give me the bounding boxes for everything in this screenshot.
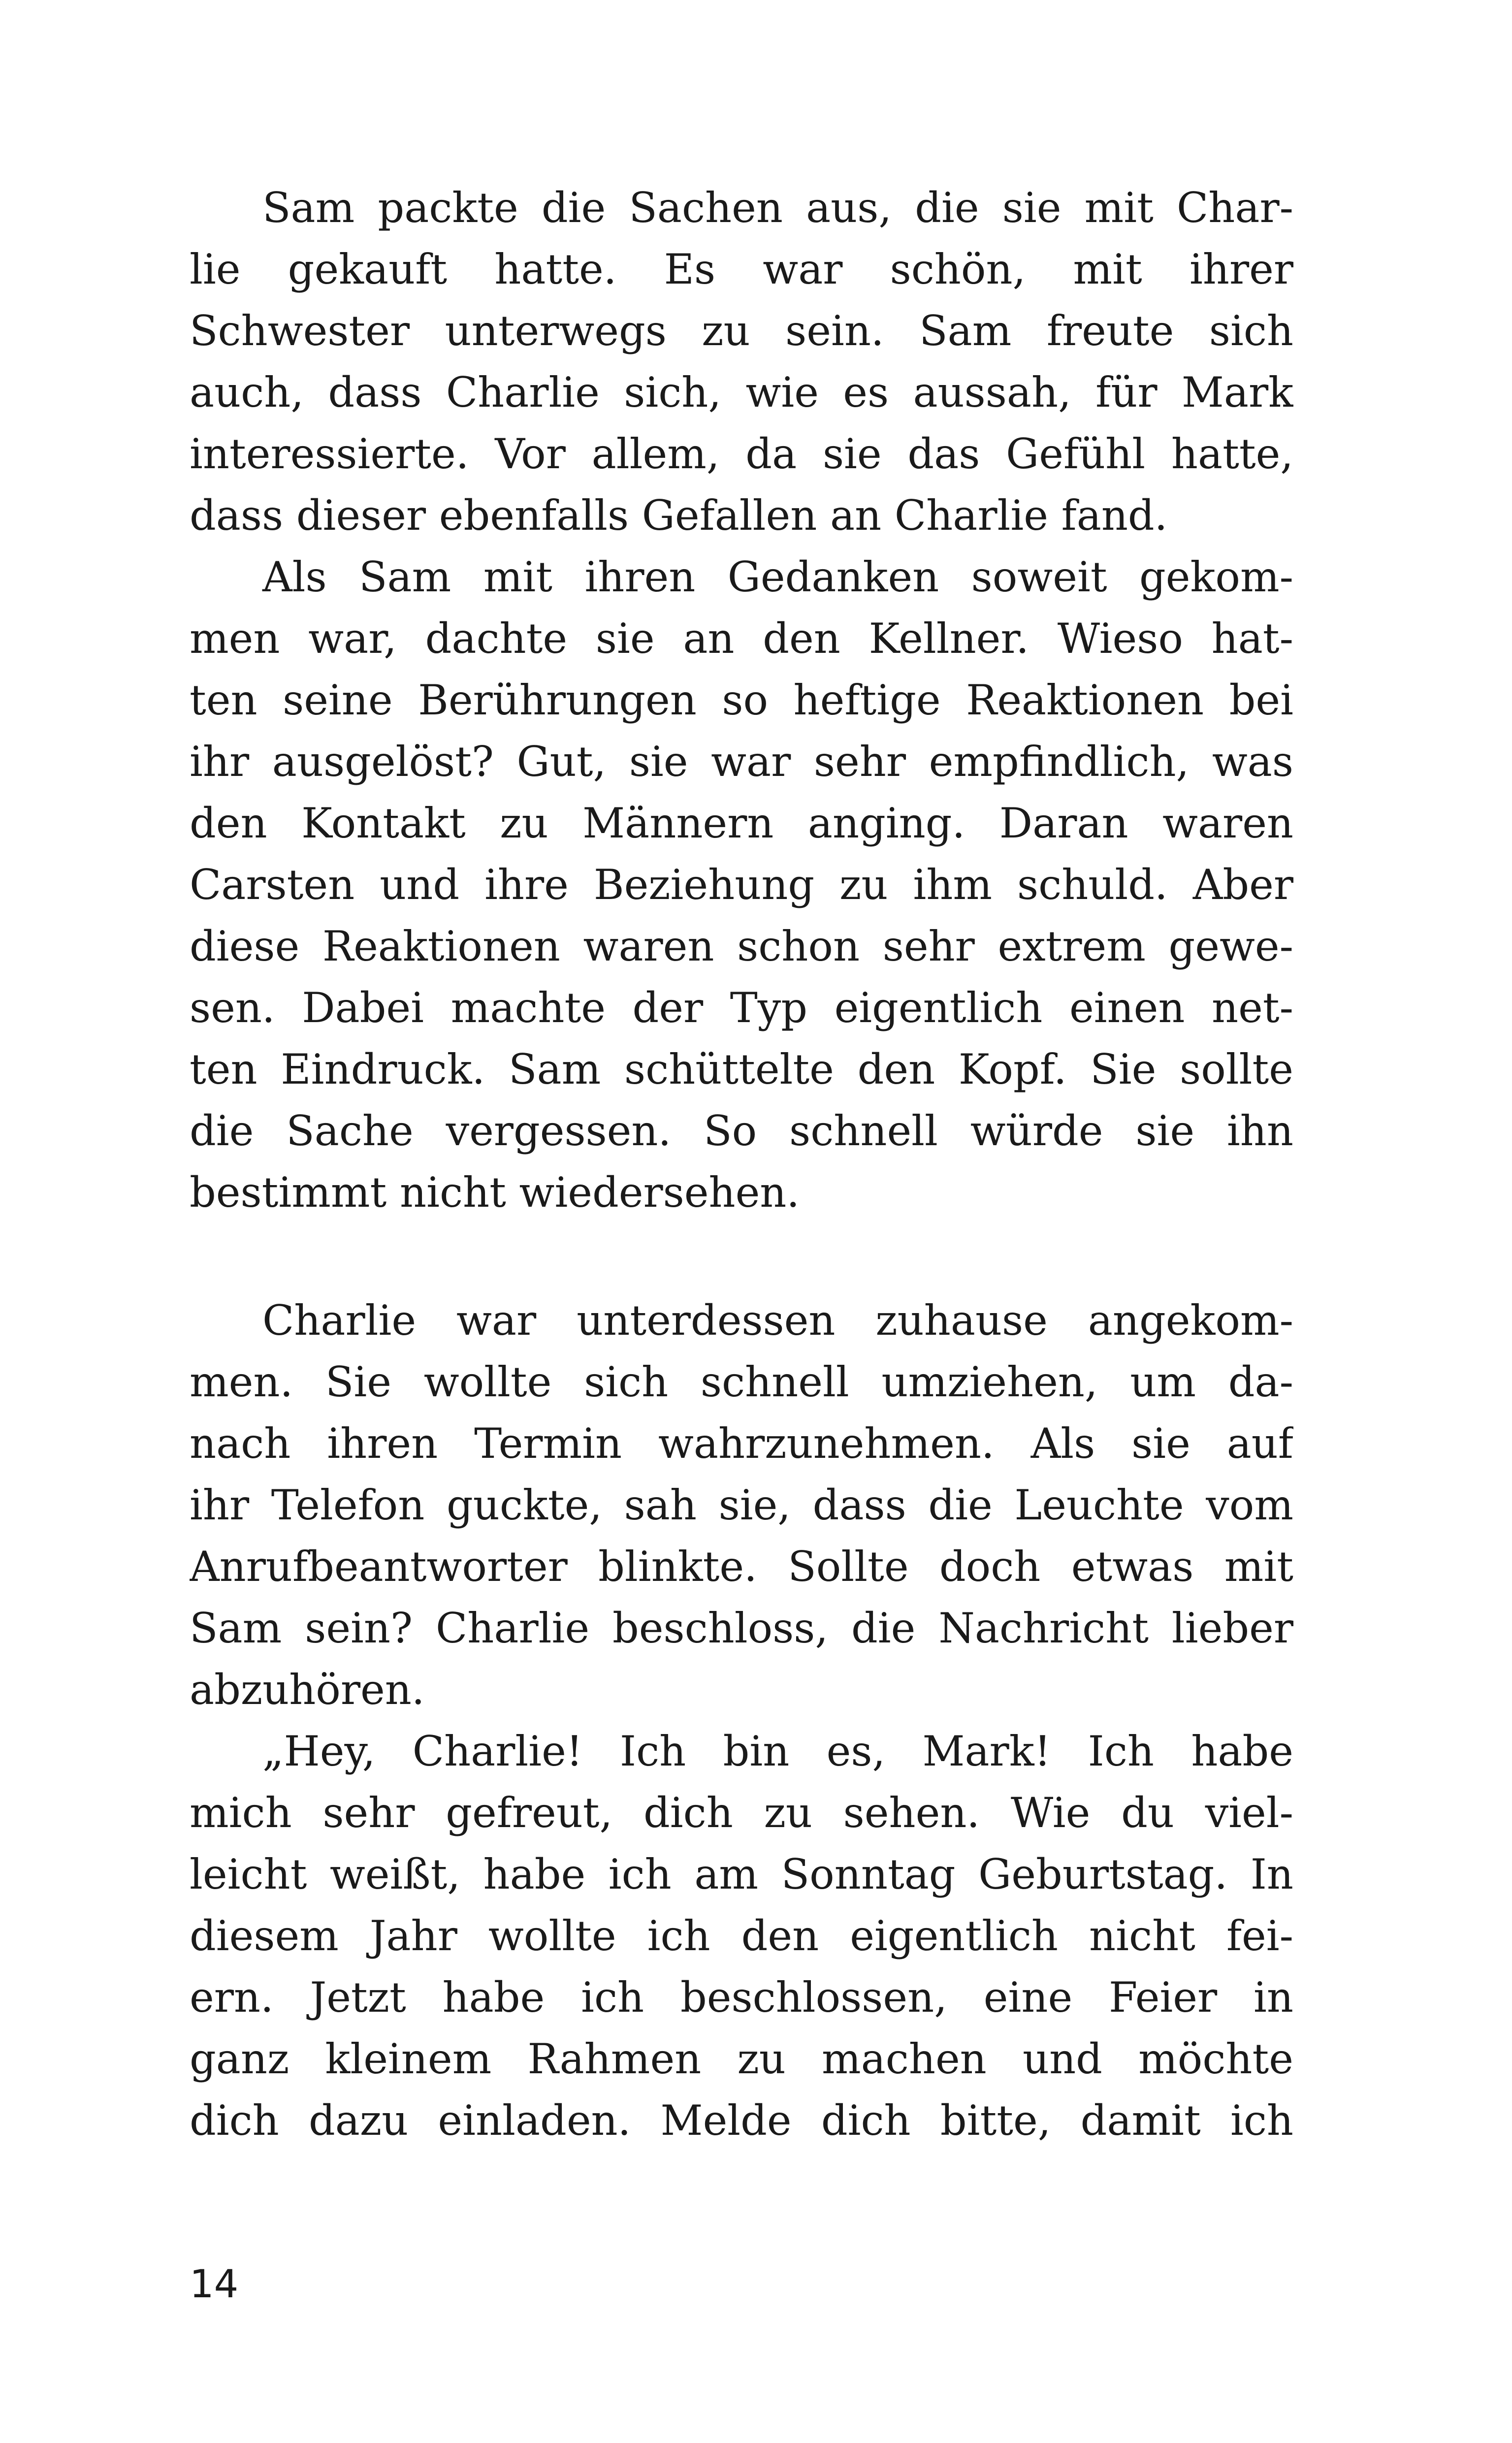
text-line: nach ihren Termin wahrzunehmen. Als sie auf [190,1419,1293,1468]
text-line: diesem Jahr wollte ich den eigentlich nicht fei- [190,1912,1293,1960]
text-line: abzuhören. [190,1666,425,1714]
page-number: 14 [190,2262,239,2307]
text-line: Als Sam mit ihren Gedanken soweit gekom- [262,553,1293,601]
text-line: „Hey, Charlie! Ich bin es, Mark! Ich habe [262,1727,1293,1775]
text-line: sen. Dabei machte der Typ eigentlich einen net- [190,984,1293,1032]
text-line: Sam sein? Charlie beschloss, die Nachricht lieber [190,1604,1293,1652]
text-line: Anrufbeantworter blinkte. Sollte doch etwas mit [190,1543,1293,1591]
text-line: men. Sie wollte sich schnell umziehen, um da- [190,1358,1293,1406]
text-line: bestimmt nicht wiedersehen. [190,1168,800,1217]
text-line: ten seine Berührungen so heftige Reaktionen bei [190,676,1293,724]
text-line: Carsten und ihre Beziehung zu ihm schuld. Aber [190,861,1293,909]
text-line: auch, dass Charlie sich, wie es aussah, für Mark [190,368,1293,417]
text-line: men war, dachte sie an den Kellner. Wieso hat- [190,614,1293,663]
text-line: Charlie war unterdessen zuhause angekom- [262,1296,1293,1345]
text-line: mich sehr gefreut, dich zu sehen. Wie du viel- [190,1789,1293,1837]
text-line: diese Reaktionen waren schon sehr extrem gewe- [190,922,1293,970]
text-line: die Sache vergessen. So schnell würde sie ihn [190,1107,1293,1155]
text-line: interessierte. Vor allem, da sie das Gefühl hatte, [190,430,1293,478]
text-line: dich dazu einladen. Melde dich bitte, damit ich [190,2096,1293,2145]
text-section-1 [190,177,1293,1223]
text-line: Sam packte die Sachen aus, die sie mit Char- [262,184,1293,232]
text-line: leicht weißt, habe ich am Sonntag Geburtstag. In [190,1850,1293,1898]
text-line: Schwester unterwegs zu sein. Sam freute sich [190,307,1293,355]
text-line: ihr ausgelöst? Gut, sie war sehr empfindlich, was [190,738,1293,786]
text-line: den Kontakt zu Männern anging. Daran waren [190,799,1293,847]
text-section-2 [190,1290,1293,2152]
text-line: ganz kleinem Rahmen zu machen und möchte [190,2035,1293,2083]
text-line: dass dieser ebenfalls Gefallen an Charlie fand. [190,491,1168,540]
text-line: ihr Telefon guckte, sah sie, dass die Leuchte vom [190,1481,1293,1529]
text-line: ten Eindruck. Sam schüttelte den Kopf. Sie sollte [190,1045,1293,1093]
text-line: lie gekauft hatte. Es war schön, mit ihrer [190,245,1293,293]
text-line: ern. Jetzt habe ich beschlossen, eine Feier in [190,1973,1293,2022]
